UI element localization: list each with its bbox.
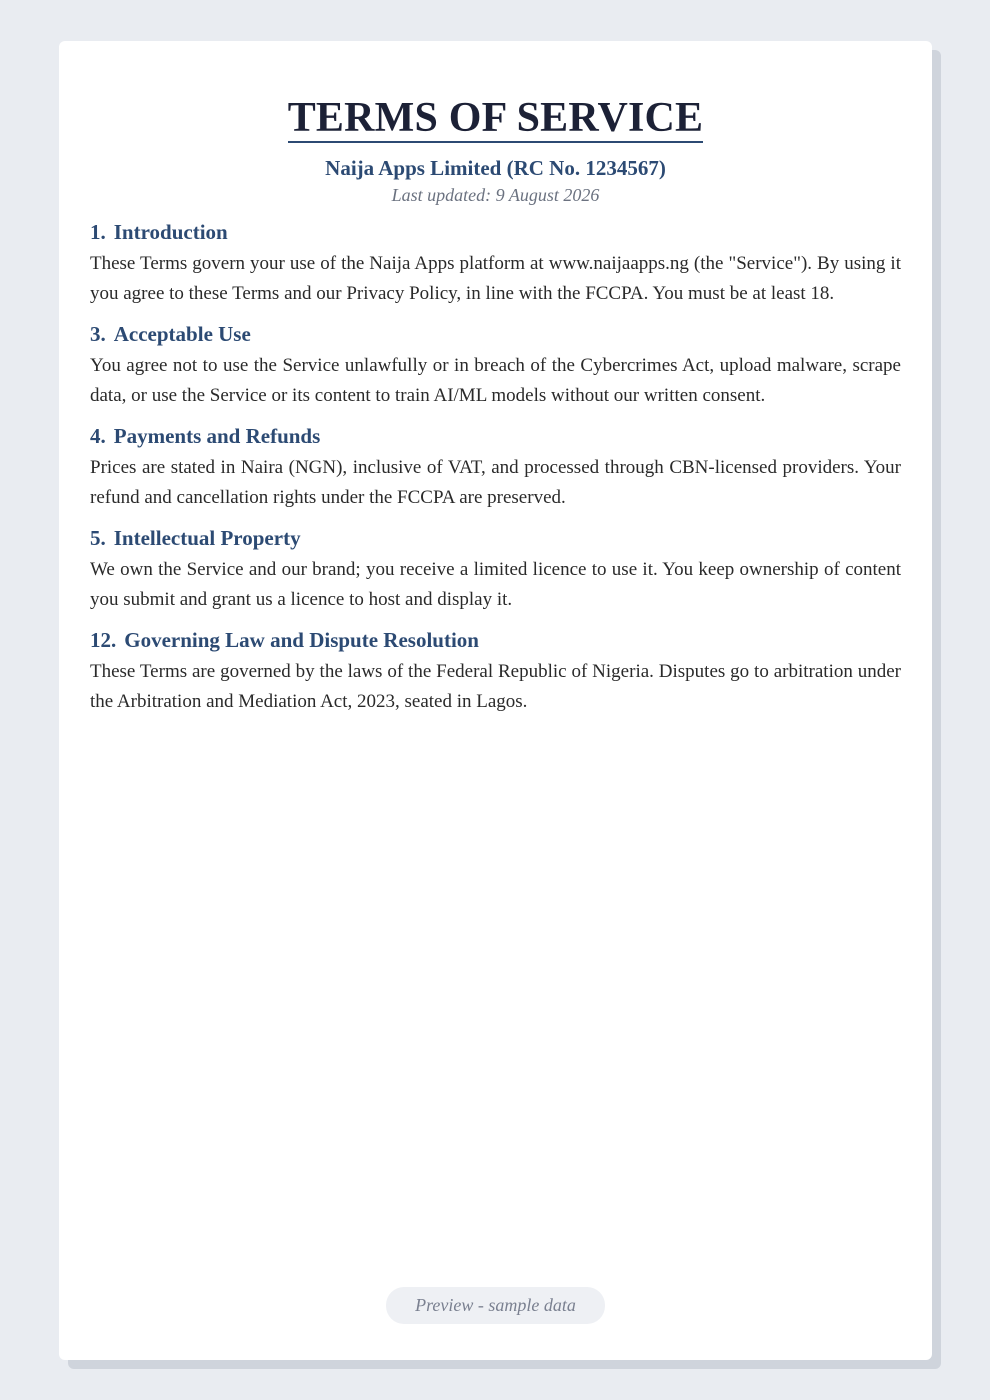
section-introduction: [90, 219, 901, 309]
section-body: These Terms are governed by the laws of the Federal Republic of Nigeria. Disputes go to arbitration under the Arbitration and Mediation Act, 2023, seated in Lagos.: [90, 661, 901, 712]
section-body: We own the Service and our brand; you receive a limited licence to use it. You keep ownership of content you submit and grant us a licence to host and display it.: [90, 559, 901, 610]
section-title: Acceptable Use: [113, 322, 251, 346]
section-governing-law: [90, 627, 901, 717]
last-updated: Last updated: 9 August 2026: [391, 185, 600, 205]
section-heading: [90, 525, 901, 551]
section-number: 4.: [90, 424, 106, 448]
section-body: Prices are stated in Naira (NGN), inclusive of VAT, and processed through CBN-licensed providers. Your refund and cancellation rights under the FCCPA are preserved.: [90, 457, 901, 508]
section-intellectual-property: [90, 525, 901, 615]
document-title: TERMS OF SERVICE: [287, 95, 704, 141]
section-acceptable-use: [90, 321, 901, 411]
section-title: Governing Law and Dispute Resolution: [124, 628, 479, 652]
section-number: 1.: [90, 220, 106, 244]
preview-badge: Preview - sample data: [386, 1287, 605, 1324]
section-heading: [90, 219, 901, 245]
company-name: Naija Apps Limited (RC No. 1234567): [325, 156, 666, 180]
section-title: Intellectual Property: [113, 526, 301, 550]
document-page: [59, 41, 932, 1360]
section-body: These Terms govern your use of the Naija Apps platform at www.naijaapps.ng (the "Service"). By using it you agree to these Terms and our Privacy Policy, in line with the FCCPA. You must be at least 18.: [90, 253, 901, 304]
section-heading: [90, 423, 901, 449]
section-heading: [90, 321, 901, 347]
section-heading: [90, 627, 901, 653]
section-number: 3.: [90, 322, 106, 346]
section-body: You agree not to use the Service unlawfully or in breach of the Cybercrimes Act, upload malware, scrape data, or use the Service or its content to train AI/ML models without our written consent.: [90, 355, 901, 406]
section-title: Payments and Refunds: [113, 424, 321, 448]
section-payments-refunds: [90, 423, 901, 513]
document-title-wrapper: [90, 97, 901, 143]
section-number: 5.: [90, 526, 106, 550]
section-number: 12.: [90, 628, 117, 652]
section-title: Introduction: [113, 220, 228, 244]
